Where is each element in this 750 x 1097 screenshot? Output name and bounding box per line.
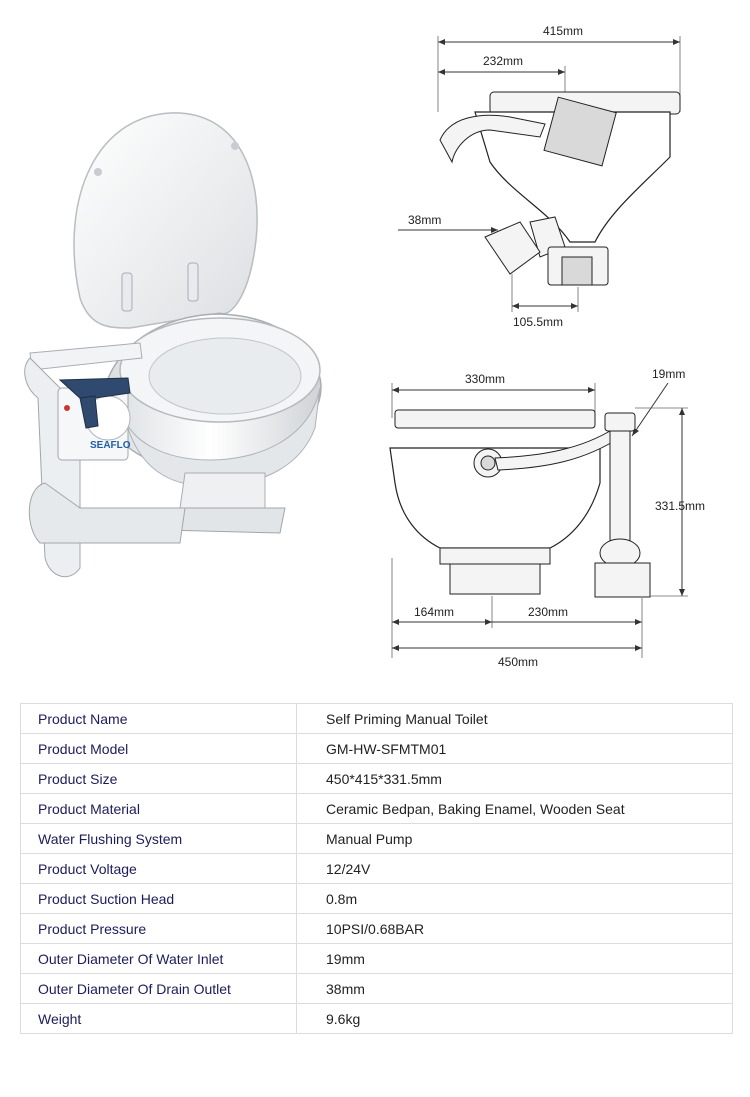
dim-330: 330mm — [465, 372, 506, 386]
spec-row — [21, 884, 733, 914]
spec-label: Product Model — [21, 734, 297, 764]
dim-230: 230mm — [528, 605, 569, 619]
front-outline — [390, 410, 650, 597]
dim-415: 415mm — [543, 24, 584, 38]
spec-row — [21, 824, 733, 854]
spec-value: Manual Pump — [297, 824, 733, 854]
spec-label: Product Material — [21, 794, 297, 824]
spec-label: Product Name — [21, 704, 297, 734]
spec-value: 10PSI/0.68BAR — [297, 914, 733, 944]
spec-label: Product Suction Head — [21, 884, 297, 914]
side-view-drawing — [380, 12, 740, 342]
spec-row — [21, 794, 733, 824]
spec-value: 38mm — [297, 974, 733, 1004]
spec-value: 0.8m — [297, 884, 733, 914]
dim-38: 38mm — [408, 213, 442, 227]
dim-331-5: 331.5mm — [655, 499, 706, 513]
spec-value: 450*415*331.5mm — [297, 764, 733, 794]
toilet-lid — [74, 113, 257, 328]
dim-105-5: 105.5mm — [513, 315, 564, 329]
spec-value: Ceramic Bedpan, Baking Enamel, Wooden Seat — [297, 794, 733, 824]
spec-label: Outer Diameter Of Water Inlet — [21, 944, 297, 974]
spec-row — [21, 944, 733, 974]
spec-value: Self Priming Manual Toilet — [297, 704, 733, 734]
toilet-bowl — [102, 314, 321, 486]
dim-232: 232mm — [483, 54, 524, 68]
dim-164: 164mm — [414, 605, 455, 619]
dim-450: 450mm — [498, 655, 539, 669]
spec-row — [21, 974, 733, 1004]
spec-value: 19mm — [297, 944, 733, 974]
spec-label: Product Voltage — [21, 854, 297, 884]
spec-label: Product Size — [21, 764, 297, 794]
spec-row — [21, 1004, 733, 1034]
spec-row — [21, 854, 733, 884]
spec-row — [21, 734, 733, 764]
spec-label: Water Flushing System — [21, 824, 297, 854]
spec-value: 9.6kg — [297, 1004, 733, 1034]
spec-label: Weight — [21, 1004, 297, 1034]
spec-row — [21, 764, 733, 794]
side-outline — [440, 92, 680, 285]
spec-label: Outer Diameter Of Drain Outlet — [21, 974, 297, 1004]
dim-19: 19mm — [652, 367, 686, 381]
spec-table-body — [21, 704, 733, 1034]
spec-value: GM-HW-SFMTM01 — [297, 734, 733, 764]
spec-label: Product Pressure — [21, 914, 297, 944]
spec-row — [21, 704, 733, 734]
brand-logo: SEAFLO — [90, 440, 131, 451]
product-photo — [20, 88, 350, 608]
spec-table — [20, 703, 733, 1034]
front-view-drawing — [370, 358, 745, 678]
spec-row — [21, 914, 733, 944]
spec-value: 12/24V — [297, 854, 733, 884]
